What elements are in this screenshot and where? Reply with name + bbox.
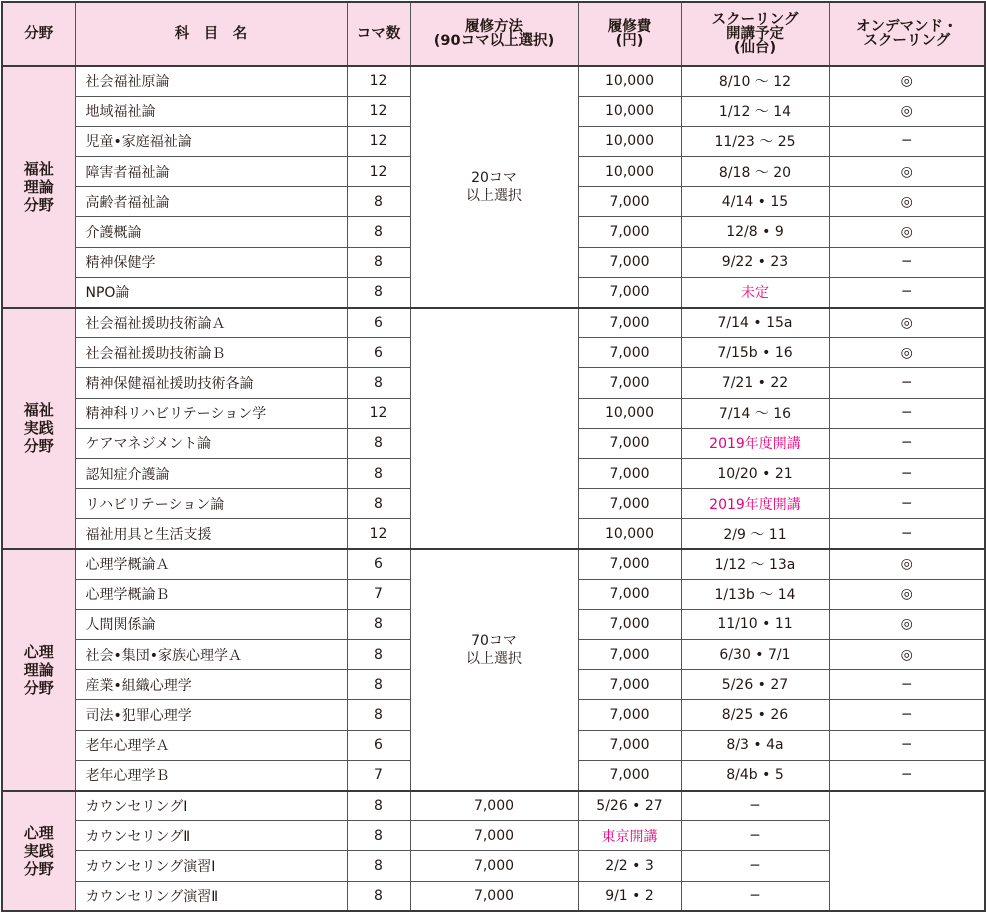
ondemand-mark: ─ xyxy=(829,519,985,549)
subject-name: 老年心理学Ｂ xyxy=(75,760,347,790)
method-line2: 以上選択 xyxy=(466,187,522,204)
fee-amount: 7,000 xyxy=(578,640,681,670)
method-cell-continued xyxy=(410,308,578,667)
schedule-date: 4/14 • 15 xyxy=(681,187,829,217)
koma-count: 6 xyxy=(347,308,410,338)
subject-name: 心理学概論Ｂ xyxy=(75,579,347,609)
header-fee xyxy=(578,2,681,66)
header-fee-line2: (円) xyxy=(615,33,644,49)
ondemand-mark: ◎ xyxy=(829,640,985,670)
subject-name: 産業•組織心理学 xyxy=(75,670,347,700)
method-line1: 20コマ xyxy=(471,169,517,186)
koma-count: 8 xyxy=(347,187,410,217)
header-schedule-line2: 開講予定 xyxy=(726,26,784,42)
ondemand-mark: ─ xyxy=(829,458,985,488)
fee-amount: 7,000 xyxy=(410,791,578,821)
fee-amount: 7,000 xyxy=(578,308,681,338)
ondemand-mark: ◎ xyxy=(829,579,985,609)
field-label-line: 分野 xyxy=(23,859,54,878)
koma-count: 8 xyxy=(347,670,410,700)
schedule-date: 2019年度開講 xyxy=(681,489,829,519)
fee-amount: 7,000 xyxy=(578,247,681,277)
fee-amount: 7,000 xyxy=(578,549,681,579)
subject-name: ケアマネジメント論 xyxy=(75,428,347,458)
header-field: 分野 xyxy=(2,2,75,66)
fee-amount: 7,000 xyxy=(578,609,681,639)
ondemand-mark: ◎ xyxy=(829,549,985,579)
ondemand-mark: ◎ xyxy=(829,157,985,187)
koma-count: 12 xyxy=(347,157,410,187)
subject-name: 精神科リハビリテーション学 xyxy=(75,398,347,428)
header-method xyxy=(410,2,578,66)
field-label xyxy=(2,791,75,912)
table-row xyxy=(2,791,985,821)
method-line2: 以上選択 xyxy=(466,651,522,667)
field-group xyxy=(2,66,985,308)
field-label-line: 心理 xyxy=(23,642,54,661)
field-label-line: 実践 xyxy=(23,841,54,860)
schedule-date: 6/30 • 7/1 xyxy=(681,640,829,670)
field-label-line: 分野 xyxy=(23,678,54,697)
koma-count: 8 xyxy=(347,791,410,821)
koma-count: 8 xyxy=(347,881,410,911)
ondemand-mark: ◎ xyxy=(829,187,985,217)
method-cell xyxy=(410,549,578,791)
ondemand-mark: ─ xyxy=(829,368,985,398)
field-group xyxy=(2,791,985,912)
field-label-line: 実践 xyxy=(23,419,54,438)
header-subject: 科 目 名 xyxy=(75,2,347,66)
schedule-date: 8/25 • 26 xyxy=(681,700,829,730)
header-ondemand xyxy=(829,2,985,66)
header-fee-line1: 履修費 xyxy=(607,19,652,35)
subject-name: 地域福祉論 xyxy=(75,96,347,126)
ondemand-mark: ─ xyxy=(829,247,985,277)
subject-name: 高齢者福祉論 xyxy=(75,187,347,217)
subject-name: 心理学概論Ａ xyxy=(75,549,347,579)
subject-name: 老年心理学Ａ xyxy=(75,730,347,760)
header-ondemand-line1: オンデマンド・ xyxy=(856,19,958,35)
subject-name: 認知症介護論 xyxy=(75,458,347,488)
fee-amount: 7,000 xyxy=(410,881,578,911)
ondemand-mark: ─ xyxy=(829,398,985,428)
table-row xyxy=(2,549,985,579)
koma-count: 8 xyxy=(347,458,410,488)
fee-amount: 7,000 xyxy=(578,760,681,790)
schedule-date: 11/10 • 11 xyxy=(681,609,829,639)
header-ondemand-line2: スクーリング xyxy=(863,33,951,49)
subject-name: 福祉用具と生活支援 xyxy=(75,519,347,549)
subject-name: カウンセリング演習Ⅱ xyxy=(75,881,347,911)
koma-count: 7 xyxy=(347,760,410,790)
ondemand-mark: ─ xyxy=(829,489,985,519)
koma-count: 12 xyxy=(347,398,410,428)
schedule-date: 9/22 • 23 xyxy=(681,247,829,277)
koma-count: 12 xyxy=(347,519,410,549)
koma-count: 8 xyxy=(347,428,410,458)
fee-amount: 7,000 xyxy=(578,579,681,609)
fee-amount: 7,000 xyxy=(578,217,681,247)
schedule-date: 未定 xyxy=(681,277,829,307)
ondemand-mark: ─ xyxy=(829,700,985,730)
field-label-line: 分野 xyxy=(23,195,54,214)
table-row xyxy=(2,308,985,338)
subject-name: 精神保健福祉援助技術各論 xyxy=(75,368,347,398)
schedule-date: 10/20 • 21 xyxy=(681,458,829,488)
ondemand-mark: ◎ xyxy=(829,96,985,126)
subject-name: 精神保健学 xyxy=(75,247,347,277)
table-row xyxy=(2,881,985,911)
ondemand-mark: ◎ xyxy=(829,609,985,639)
koma-count: 8 xyxy=(347,368,410,398)
fee-amount: 7,000 xyxy=(578,730,681,760)
koma-count: 7 xyxy=(347,579,410,609)
field-label-line: 福祉 xyxy=(23,159,54,178)
koma-count: 8 xyxy=(347,277,410,307)
ondemand-mark: ─ xyxy=(829,670,985,700)
schedule-date: 9/1 • 2 xyxy=(578,881,681,911)
field-label-line: 福祉 xyxy=(23,401,54,420)
subject-name: カウンセリングⅡ xyxy=(75,821,347,851)
fee-amount: 10,000 xyxy=(578,398,681,428)
fee-amount: 10,000 xyxy=(578,519,681,549)
schedule-date: 7/15b • 16 xyxy=(681,338,829,368)
ondemand-mark: ─ xyxy=(681,851,829,881)
subject-name: NPO論 xyxy=(75,277,347,307)
course-table xyxy=(1,1,986,912)
subject-name: 人間関係論 xyxy=(75,609,347,639)
subject-name: リハビリテーション論 xyxy=(75,489,347,519)
schedule-date: 5/26 • 27 xyxy=(681,670,829,700)
koma-count: 8 xyxy=(347,700,410,730)
fee-amount: 7,000 xyxy=(578,187,681,217)
header-method-line1: 履修方法 xyxy=(465,19,523,35)
ondemand-mark: ─ xyxy=(681,821,829,851)
table-row xyxy=(2,66,985,96)
koma-count: 8 xyxy=(347,640,410,670)
subject-name: 社会福祉援助技術論Ｂ xyxy=(75,338,347,368)
field-label xyxy=(2,66,75,308)
fee-amount: 10,000 xyxy=(578,96,681,126)
fee-amount: 10,000 xyxy=(578,66,681,96)
field-label xyxy=(2,549,75,791)
table-row xyxy=(2,821,985,851)
subject-name: 司法•犯罪心理学 xyxy=(75,700,347,730)
ondemand-mark: ◎ xyxy=(829,66,985,96)
koma-count: 12 xyxy=(347,126,410,156)
schedule-date: 1/12 ～ 13a xyxy=(681,549,829,579)
koma-count: 12 xyxy=(347,66,410,96)
ondemand-mark: ─ xyxy=(829,730,985,760)
koma-count: 8 xyxy=(347,821,410,851)
schedule-date: 東京開講 xyxy=(578,821,681,851)
subject-name: 社会福祉援助技術論Ａ xyxy=(75,308,347,338)
fee-amount: 7,000 xyxy=(578,277,681,307)
subject-name: 児童•家庭福祉論 xyxy=(75,126,347,156)
schedule-date: 11/23 ～ 25 xyxy=(681,126,829,156)
subject-name: カウンセリング演習Ⅰ xyxy=(75,851,347,881)
field-label xyxy=(2,308,75,550)
method-line1: 70コマ xyxy=(471,633,517,649)
field-group xyxy=(2,549,985,791)
fee-amount: 7,000 xyxy=(578,670,681,700)
ondemand-mark: ◎ xyxy=(829,217,985,247)
koma-count: 6 xyxy=(347,730,410,760)
ondemand-mark: ◎ xyxy=(829,308,985,338)
method-cell xyxy=(410,66,578,308)
koma-count: 8 xyxy=(347,247,410,277)
schedule-date: 7/14 ～ 16 xyxy=(681,398,829,428)
schedule-date: 5/26 • 27 xyxy=(578,791,681,821)
subject-name: 障害者福祉論 xyxy=(75,157,347,187)
schedule-date: 2/9 ～ 11 xyxy=(681,519,829,549)
header-koma: コマ数 xyxy=(347,2,410,66)
table-header xyxy=(2,2,985,66)
schedule-date: 7/21 • 22 xyxy=(681,368,829,398)
ondemand-mark: ─ xyxy=(681,791,829,821)
schedule-date: 12/8 • 9 xyxy=(681,217,829,247)
fee-amount: 10,000 xyxy=(578,157,681,187)
schedule-date: 2019年度開講 xyxy=(681,428,829,458)
subject-name: 介護概論 xyxy=(75,217,347,247)
schedule-date: 7/14 • 15a xyxy=(681,308,829,338)
fee-amount: 7,000 xyxy=(578,368,681,398)
schedule-date: 8/3 • 4a xyxy=(681,730,829,760)
schedule-date: 8/18 ～ 20 xyxy=(681,157,829,187)
koma-count: 8 xyxy=(347,851,410,881)
field-label-line: 理論 xyxy=(23,177,54,196)
schedule-date: 2/2 • 3 xyxy=(578,851,681,881)
ondemand-mark: ─ xyxy=(829,277,985,307)
fee-amount: 7,000 xyxy=(578,428,681,458)
fee-amount: 7,000 xyxy=(410,851,578,881)
fee-amount: 7,000 xyxy=(578,338,681,368)
header-schedule-line3: (仙台) xyxy=(733,40,777,56)
field-label-line: 心理 xyxy=(23,823,54,842)
fee-amount: 7,000 xyxy=(578,489,681,519)
koma-count: 6 xyxy=(347,549,410,579)
schedule-date: 8/10 ～ 12 xyxy=(681,66,829,96)
ondemand-mark: ─ xyxy=(681,881,829,911)
field-label-line: 理論 xyxy=(23,660,54,679)
koma-count: 12 xyxy=(347,96,410,126)
subject-name: 社会福祉原論 xyxy=(75,66,347,96)
koma-count: 8 xyxy=(347,609,410,639)
ondemand-mark: ─ xyxy=(829,760,985,790)
subject-name: カウンセリングⅠ xyxy=(75,791,347,821)
header-schedule-line1: スクーリング xyxy=(711,12,799,28)
fee-amount: 10,000 xyxy=(578,126,681,156)
koma-count: 8 xyxy=(347,489,410,519)
schedule-date: 1/13b ～ 14 xyxy=(681,579,829,609)
field-label-line: 分野 xyxy=(23,437,54,456)
fee-amount: 7,000 xyxy=(410,821,578,851)
table-row xyxy=(2,851,985,881)
ondemand-mark: ◎ xyxy=(829,338,985,368)
schedule-date: 8/4b • 5 xyxy=(681,760,829,790)
fee-amount: 7,000 xyxy=(578,458,681,488)
koma-count: 8 xyxy=(347,217,410,247)
header-schedule xyxy=(681,2,829,66)
header-method-line2: (90コマ以上選択) xyxy=(433,33,555,49)
ondemand-mark: ─ xyxy=(829,428,985,458)
subject-name: 社会•集団•家族心理学Ａ xyxy=(75,640,347,670)
fee-amount: 7,000 xyxy=(578,700,681,730)
schedule-date: 1/12 ～ 14 xyxy=(681,96,829,126)
koma-count: 6 xyxy=(347,338,410,368)
ondemand-mark: ─ xyxy=(829,126,985,156)
